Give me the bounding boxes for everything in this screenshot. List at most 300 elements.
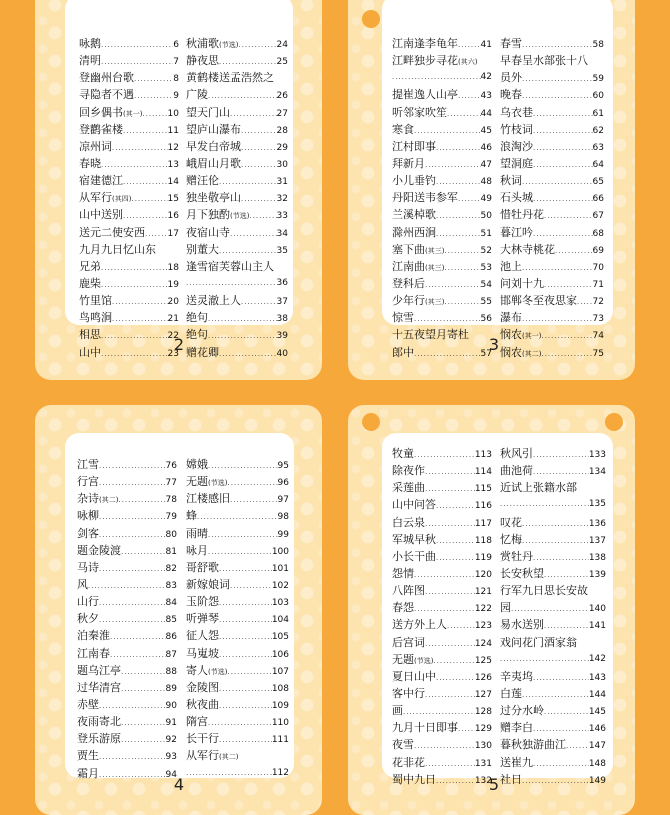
dot-leader	[436, 208, 481, 225]
toc-card-page-2	[35, 0, 322, 380]
dot-leader	[458, 88, 481, 105]
poem-title: 小长干曲	[392, 549, 436, 563]
dot-leader	[533, 123, 593, 140]
toc-entry	[79, 206, 179, 223]
page-ref: 118	[474, 535, 492, 546]
poem-title: 杂诗	[77, 492, 99, 506]
dot-leader	[186, 275, 277, 292]
poem-title: 大林寺桃花	[500, 242, 555, 256]
poem-title: 江村即事	[392, 139, 436, 153]
toc-entry	[186, 292, 288, 309]
dot-leader	[219, 595, 272, 612]
poem-title: 兰溪棹歌	[392, 208, 436, 222]
page-ref: 49	[480, 194, 492, 205]
poem-title: 秋夕	[77, 612, 99, 626]
poem-title: 竹里馆	[79, 294, 112, 308]
page-ref: 80	[165, 529, 177, 540]
page-ref: 74	[592, 331, 604, 342]
page-ref: 47	[480, 159, 492, 170]
poem-title: 题金陵渡	[77, 543, 121, 557]
dot-leader	[112, 140, 168, 157]
toc-panel	[382, 433, 613, 786]
toc-entry	[500, 496, 606, 513]
poem-title: 独坐敬亭山	[186, 191, 241, 205]
dot-leader	[241, 157, 277, 174]
dot-leader	[444, 243, 480, 260]
toc-entry	[79, 224, 179, 241]
poem-title: 马嵬坡	[186, 646, 219, 660]
page-ref: 58	[592, 40, 604, 50]
poem-title: 除夜作	[392, 464, 425, 478]
dot-leader	[230, 226, 277, 243]
toc-entry	[500, 35, 604, 52]
poem-title: 相思	[79, 328, 101, 342]
dot-leader	[99, 595, 166, 612]
toc-entry	[186, 206, 288, 223]
page-ref: 42	[480, 72, 492, 83]
dot-leader	[425, 636, 475, 653]
toc-entry	[79, 275, 179, 292]
page-ref: 89	[165, 683, 177, 694]
dot-leader	[436, 140, 481, 157]
toc-entry	[500, 754, 606, 771]
dot-leader	[131, 191, 167, 208]
poem-title: 乌衣巷	[500, 105, 533, 119]
toc-entry	[186, 275, 288, 292]
poem-title: 别董大	[186, 242, 219, 256]
poem-title: 暮秋独游曲江	[500, 738, 566, 752]
poem-title: 叹花	[500, 515, 522, 529]
page-number: 5	[488, 775, 500, 794]
poem-title: 从军行	[186, 749, 219, 763]
page-ref: 69	[592, 245, 604, 256]
poem-title: 九月十日即事	[392, 721, 458, 735]
poem-title: 后宫词	[392, 635, 425, 649]
dot-leader	[197, 509, 278, 526]
poem-title: 雨晴	[186, 526, 208, 540]
toc-column-right	[186, 456, 289, 782]
poem-title: 邯郸冬至夜思家	[500, 294, 577, 308]
poem-title: 蜂	[186, 509, 197, 523]
toc-entry	[392, 241, 492, 258]
toc-entry	[186, 765, 289, 782]
toc-entry	[186, 138, 288, 155]
toc-entry	[186, 155, 288, 172]
poem-title: 近试上张籍水部	[500, 481, 577, 495]
dot-leader	[436, 533, 475, 550]
toc-entry	[77, 490, 177, 507]
poem-title: 逢雪宿芙蓉山主人	[186, 259, 274, 273]
page-ref: 113	[474, 450, 492, 460]
poem-title: 社日	[500, 772, 522, 786]
toc-entry	[500, 258, 604, 275]
dot-leader	[533, 157, 593, 174]
page-ref: 100	[271, 546, 289, 557]
dot-leader	[500, 496, 589, 513]
page-ref: 18	[167, 262, 179, 273]
poem-title: 过分水岭	[500, 704, 544, 718]
toc-entry	[500, 69, 604, 86]
page-ref: 84	[165, 598, 177, 609]
poem-title: 绝句	[186, 328, 208, 342]
poem-title: 寻隐者不遇	[79, 88, 134, 102]
toc-column-right	[186, 35, 288, 361]
toc-entry	[186, 172, 288, 189]
page-ref: 81	[165, 546, 177, 557]
toc-entry	[392, 634, 492, 651]
poem-title: 山中	[79, 345, 101, 359]
page-ref: 60	[592, 91, 604, 102]
poem-title: 寄人	[186, 663, 208, 677]
toc-entry	[500, 668, 606, 685]
toc-entry	[186, 747, 289, 764]
poem-title: 惊雪	[392, 311, 414, 325]
poem-title: 绝句	[186, 311, 208, 325]
toc-entry	[186, 326, 288, 343]
dot-leader	[555, 243, 593, 260]
dot-leader	[99, 509, 166, 526]
page-ref: 126	[474, 672, 492, 683]
page-ref: 149	[588, 775, 606, 786]
dot-leader	[436, 226, 481, 243]
toc-entry	[500, 462, 606, 479]
page-ref: 56	[480, 314, 492, 325]
toc-entry	[79, 292, 179, 309]
toc-entry	[79, 258, 179, 275]
poem-title: 春怨	[392, 601, 414, 615]
poem-title: 望天门山	[186, 105, 230, 119]
toc-entry	[500, 189, 604, 206]
dot-leader	[458, 37, 481, 54]
toc-entry	[392, 719, 492, 736]
toc-entry	[392, 479, 492, 496]
dot-leader	[219, 629, 272, 646]
page-ref: 55	[480, 297, 492, 308]
toc-panel	[382, 0, 613, 359]
page-ref: 67	[592, 211, 604, 222]
page-ref: 29	[276, 142, 288, 153]
toc-entry	[392, 582, 492, 599]
toc-entry	[392, 104, 492, 121]
poem-title: 隋宫	[186, 715, 208, 729]
poem-title: 八阵图	[392, 584, 425, 598]
toc-entry	[79, 35, 179, 52]
poem-title: 赠汪伦	[186, 174, 219, 188]
dot-leader	[219, 732, 272, 749]
toc-entry	[79, 138, 179, 155]
poem-title: 风	[77, 577, 88, 591]
dot-leader	[101, 346, 168, 363]
page-ref: 103	[271, 598, 289, 609]
toc-entry	[500, 702, 606, 719]
poem-title: 园	[500, 601, 511, 615]
dot-leader	[134, 71, 173, 88]
dot-leader	[533, 670, 589, 687]
dot-leader	[99, 749, 166, 766]
toc-card-page-4	[35, 405, 322, 815]
toc-entry	[392, 155, 492, 172]
poem-title: 清明	[79, 54, 101, 68]
poem-note: (其三)	[425, 263, 445, 272]
toc-entry	[500, 275, 604, 292]
toc-entry	[77, 559, 177, 576]
dot-leader	[121, 681, 166, 698]
poem-title: 采莲曲	[392, 481, 425, 495]
dot-leader	[123, 123, 168, 140]
dot-leader	[219, 346, 277, 363]
poem-title: 池上	[500, 259, 522, 273]
poem-title: 无题	[186, 475, 208, 489]
dot-leader	[533, 106, 593, 123]
poem-title: 长安秋望	[500, 566, 544, 580]
poem-title: 鸟鸣涧	[79, 311, 112, 325]
poem-title: 早发白帝城	[186, 139, 241, 153]
dot-leader	[533, 756, 589, 773]
page-ref: 25	[276, 57, 288, 68]
toc-entry	[77, 576, 177, 593]
page-ref: 87	[165, 649, 177, 660]
poem-title: 秋词	[500, 174, 522, 188]
poem-title: 登科后	[392, 276, 425, 290]
toc-panel	[65, 0, 293, 359]
page-ref: 17	[167, 228, 179, 239]
page-ref: 96	[277, 478, 289, 489]
page-ref: 139	[588, 569, 606, 580]
page-ref: 50	[480, 211, 492, 222]
poem-title: 咏柳	[77, 509, 99, 523]
poem-title: 行军九日思长安故	[500, 584, 588, 598]
page-ref: 125	[474, 655, 492, 666]
page-ref: 82	[165, 563, 177, 574]
page-ref: 24	[276, 40, 288, 50]
dot-leader	[541, 328, 592, 345]
toc-entry	[392, 651, 492, 668]
page-ref: 102	[271, 580, 289, 591]
dot-leader	[522, 71, 593, 88]
poem-title: 忆梅	[500, 532, 522, 546]
toc-entry	[392, 462, 492, 479]
poem-title: 郎中	[392, 345, 414, 359]
dot-leader	[99, 475, 166, 492]
punch-hole	[605, 413, 623, 431]
poem-note: (节选)	[208, 479, 228, 488]
page-ref: 119	[474, 552, 492, 563]
dot-leader	[577, 294, 593, 311]
poem-title: 赏牡丹	[500, 549, 533, 563]
page-ref: 134	[588, 467, 606, 478]
page-ref: 127	[474, 689, 492, 700]
poem-title: 无题	[392, 652, 414, 666]
poem-title: 夜雪	[392, 738, 414, 752]
dot-leader	[541, 346, 592, 363]
dot-leader	[99, 767, 166, 784]
dot-leader	[522, 516, 589, 533]
poem-title: 问刘十九	[500, 276, 544, 290]
toc-entry	[500, 599, 606, 616]
dot-leader	[121, 664, 166, 681]
poem-title: 夜宿山寺	[186, 225, 230, 239]
poem-title: 江畔独步寻花	[392, 54, 458, 68]
toc-entry	[392, 514, 492, 531]
dot-leader	[522, 773, 589, 790]
dot-leader	[433, 653, 474, 670]
page-ref: 97	[277, 495, 289, 506]
page-ref: 14	[167, 177, 179, 188]
toc-entry	[500, 719, 606, 736]
dot-leader	[121, 715, 166, 732]
toc-entry	[77, 662, 177, 679]
poem-title: 兄弟	[79, 259, 101, 273]
poem-title: 小儿垂钓	[392, 174, 436, 188]
poem-title: 秋夜曲	[186, 697, 219, 711]
poem-note: (其二)	[219, 753, 239, 762]
dot-leader	[436, 670, 475, 687]
toc-entry	[186, 610, 289, 627]
poem-title: 山行	[77, 595, 99, 609]
page-ref: 91	[165, 718, 177, 729]
dot-leader	[241, 123, 277, 140]
page-ref: 111	[271, 735, 289, 746]
page-ref: 64	[592, 159, 604, 170]
dot-leader	[101, 328, 168, 345]
toc-entry	[186, 189, 288, 206]
toc-entry	[79, 189, 179, 206]
toc-entry	[500, 514, 606, 531]
toc-entry	[77, 645, 177, 662]
dot-leader	[238, 37, 276, 54]
poem-title: 送元二使安西	[79, 225, 145, 239]
dot-leader	[458, 191, 481, 208]
poem-title: 山中送别	[79, 208, 123, 222]
poem-title: 长干行	[186, 732, 219, 746]
toc-entry	[77, 473, 177, 490]
page-number: 3	[488, 335, 500, 354]
dot-leader	[101, 260, 168, 277]
page-ref: 70	[592, 262, 604, 273]
poem-title: 花非花	[392, 755, 425, 769]
page-ref: 62	[592, 125, 604, 136]
toc-entry	[392, 172, 492, 189]
poem-title: 惜牡丹花	[500, 208, 544, 222]
poem-title: 题乌江亭	[77, 663, 121, 677]
page-ref: 46	[480, 142, 492, 153]
toc-entry	[79, 52, 179, 69]
poem-title: 从军行	[79, 191, 112, 205]
poem-title: 瀑布	[500, 311, 522, 325]
dot-leader	[241, 294, 277, 311]
poem-title: 浪淘沙	[500, 139, 533, 153]
toc-entry	[392, 599, 492, 616]
poem-note: (其一)	[522, 332, 542, 341]
toc-column-left	[392, 35, 492, 361]
toc-panel	[65, 433, 294, 778]
toc-entry	[392, 52, 492, 69]
toc-entry	[77, 679, 177, 696]
toc-entry	[77, 593, 177, 610]
toc-entry	[186, 86, 288, 103]
dot-leader	[123, 174, 168, 191]
page-ref: 143	[588, 672, 606, 683]
poem-title: 金陵图	[186, 680, 219, 694]
toc-entry	[392, 309, 492, 326]
toc-column-right	[500, 445, 606, 788]
poem-title: 咏鹅	[79, 37, 101, 50]
poem-title: 泊秦淮	[77, 629, 110, 643]
dot-leader	[88, 578, 166, 595]
page-ref: 40	[276, 348, 288, 359]
toc-entry	[500, 548, 606, 565]
toc-entry	[500, 445, 606, 462]
page-ref: 41	[480, 40, 492, 50]
poem-title: 送崔九	[500, 755, 533, 769]
toc-entry	[392, 138, 492, 155]
dot-leader	[392, 69, 481, 86]
page-ref: 94	[165, 769, 177, 780]
poem-title: 江南曲	[392, 259, 425, 273]
toc-entry	[77, 730, 177, 747]
poem-title: 静夜思	[186, 54, 219, 68]
dot-leader	[500, 651, 589, 668]
poem-note: (节选)	[219, 41, 239, 49]
dot-leader	[110, 629, 166, 646]
toc-column-left	[392, 445, 492, 788]
dot-leader	[134, 88, 173, 105]
toc-entry	[186, 473, 289, 490]
toc-entry	[392, 258, 492, 275]
poem-title: 九月九日忆山东	[79, 242, 156, 256]
toc-entry	[392, 206, 492, 223]
page-ref: 121	[474, 587, 492, 598]
page-ref: 16	[167, 211, 179, 222]
page-ref: 10	[167, 108, 179, 119]
poem-title: 秋风引	[500, 447, 533, 460]
page-ref: 65	[592, 177, 604, 188]
page-ref: 98	[277, 512, 289, 523]
page-ref: 132	[474, 775, 492, 786]
toc-entry	[77, 610, 177, 627]
page-ref: 53	[480, 262, 492, 273]
poem-title: 赤壁	[77, 697, 99, 711]
toc-entry	[392, 121, 492, 138]
poem-title: 玉阶怨	[186, 595, 219, 609]
toc-entry	[186, 35, 288, 52]
page-ref: 9	[173, 91, 179, 102]
toc-entry	[186, 645, 289, 662]
page-ref: 26	[276, 91, 288, 102]
page-ref: 71	[592, 279, 604, 290]
page-number: 4	[173, 775, 185, 794]
dot-leader	[219, 612, 272, 629]
page-ref: 30	[276, 159, 288, 170]
dot-leader	[533, 447, 589, 464]
toc-entry	[79, 121, 179, 138]
poem-title: 军城早秋	[392, 532, 436, 546]
toc-entry	[186, 679, 289, 696]
poem-title: 霜月	[77, 766, 99, 780]
toc-entry	[186, 344, 288, 361]
poem-title: 员外	[500, 71, 522, 85]
poem-title: 悯农	[500, 328, 522, 342]
poem-title: 春雪	[500, 37, 522, 50]
page-ref: 145	[588, 707, 606, 718]
dot-leader	[219, 647, 272, 664]
page-ref: 28	[276, 125, 288, 136]
page-ref: 142	[588, 653, 606, 664]
dot-leader	[208, 311, 277, 328]
toc-entry	[77, 542, 177, 559]
page-ref: 21	[167, 314, 179, 325]
page-ref: 95	[277, 461, 289, 471]
